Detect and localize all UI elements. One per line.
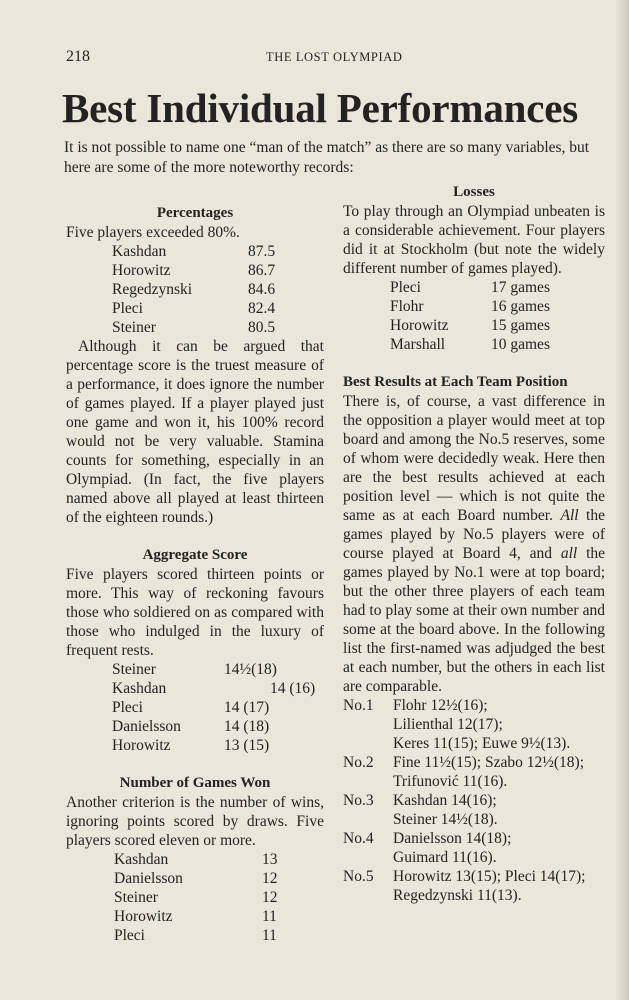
player-name: Pleci (114, 927, 145, 944)
team-position-heading: Best Results at Each Team Position (343, 374, 568, 390)
percentages-lead: Five players exceeded 80%. (66, 224, 240, 241)
position-line: Trifunović 11(16). (393, 773, 508, 790)
losses-table (343, 278, 605, 354)
player-value: 13 (15) (224, 737, 270, 754)
losses-lead: To play through an Olympiad unbeaten is a considerable achievement. Four players did it at Stockholm (but note the widely different number of games played). (343, 203, 605, 277)
player-value: 86.7 (248, 262, 276, 279)
table-row (66, 679, 324, 698)
position-line: Regedzynski 11(13). (393, 887, 522, 904)
table-row (343, 278, 605, 297)
player-name: Horowitz (112, 737, 171, 754)
position-line: Flohr 12½(16); (393, 697, 488, 714)
position-line: Kashdan 14(16); (393, 792, 497, 809)
losses-heading: Losses (453, 184, 495, 200)
player-name: Flohr (390, 298, 424, 315)
player-value: 16 games (491, 298, 550, 315)
table-row (343, 335, 605, 354)
team-position-text: the games played by No.1 were at top board; but the other three players of each team had to play some at their own number and some at the board above. In the following list the first-named was adjudged the best at each number, but the others in each list are comparable. (343, 545, 606, 695)
player-value: 84.6 (248, 281, 276, 298)
player-name: Pleci (112, 300, 143, 317)
player-value: 10 games (491, 336, 550, 353)
player-value: 11 (262, 908, 277, 925)
position-line: Fine 11½(15); Szabo 12½(18); (393, 754, 584, 771)
table-row (66, 926, 324, 945)
table-row (66, 242, 324, 261)
player-value: 17 games (491, 279, 550, 296)
page-number: 218 (66, 48, 90, 65)
position-line: Danielsson 14(18); (393, 830, 512, 847)
position-line: Steiner 14½(18). (393, 811, 498, 828)
team-position-list (343, 696, 605, 905)
games-won-heading: Number of Games Won (119, 775, 271, 791)
page-header (66, 48, 596, 70)
player-name: Pleci (390, 279, 421, 296)
player-name: Horowitz (390, 317, 449, 334)
table-row (66, 850, 324, 869)
running-head: THE LOST OLYMPIAD (266, 50, 403, 64)
team-position-text: There is, of course, a vast difference in the opposition a player would meet at top board and among the No.5 reserves, some of whom were decidedly weak. Here then are the best results achieved at each position level — which is not quite the same as at each Board number. (343, 393, 605, 524)
list-item (343, 791, 605, 829)
right-column (343, 183, 605, 905)
list-item (343, 867, 605, 905)
table-row (66, 907, 324, 926)
player-name: Steiner (112, 661, 156, 678)
position-label: No.2 (343, 754, 374, 771)
player-name: Kashdan (112, 243, 167, 260)
player-value: 12 (262, 870, 278, 887)
position-line: Guimard 11(16). (393, 849, 497, 866)
player-value: 13 (262, 851, 278, 868)
team-position-text: the games played by No.5 players were of course played at Board 4, and (343, 507, 605, 562)
table-row (66, 280, 324, 299)
player-value: 12 (262, 889, 278, 906)
table-row (66, 717, 324, 736)
player-name: Horowitz (112, 262, 171, 279)
player-name: Steiner (112, 319, 156, 336)
list-item (343, 696, 605, 753)
player-name: Steiner (114, 889, 158, 906)
percentages-table (66, 242, 324, 337)
percentages-body: Although it can be argued that percentage score is the truest measure of a performance, it does ignore the number of games played. If a player played just one game and won it, his 100% record would not be very valuable. Stamina counts for something, especially in an Olympiad. (In fact, the five players named above all played at least thirteen of the eighteen rounds.) (66, 338, 324, 526)
position-label: No.1 (343, 697, 374, 714)
table-row (343, 316, 605, 335)
table-row (343, 297, 605, 316)
percentages-heading: Percentages (156, 205, 234, 221)
player-value: 80.5 (248, 319, 276, 336)
list-item (343, 753, 605, 791)
table-row (66, 869, 324, 888)
position-label: No.3 (343, 792, 374, 809)
player-value: 14 (18) (224, 718, 270, 735)
player-value: 87.5 (248, 243, 276, 260)
position-line: Keres 11(15); Euwe 9½(13). (393, 735, 571, 752)
player-name: Danielsson (114, 870, 183, 887)
games-won-table (66, 850, 324, 945)
aggregate-heading: Aggregate Score (142, 547, 248, 563)
team-position-emphasis: all (560, 545, 578, 562)
player-value: 15 games (491, 317, 550, 334)
table-row (66, 888, 324, 907)
position-label: No.5 (343, 868, 374, 885)
games-won-lead: Another criterion is the number of wins, ignoring points scored by draws. Five players scored eleven or more. (66, 794, 324, 849)
player-name: Kashdan (114, 851, 169, 868)
position-line: Horowitz 13(15); Pleci 14(17); (393, 868, 586, 885)
player-value: 82.4 (248, 300, 276, 317)
table-row (66, 736, 324, 755)
table-row (66, 698, 324, 717)
position-line: Lilienthal 12(17); (393, 716, 503, 733)
team-position-emphasis: All (560, 507, 579, 524)
player-value: 11 (262, 927, 277, 944)
player-value: 14 (17) (224, 699, 270, 716)
player-name: Pleci (112, 699, 143, 716)
player-name: Marshall (390, 336, 446, 353)
player-name: Danielsson (112, 718, 181, 735)
player-value: 14½(18) (224, 661, 277, 678)
table-row (66, 261, 324, 280)
player-value: 14 (16) (270, 680, 316, 697)
player-name: Horowitz (114, 908, 173, 925)
list-item (343, 829, 605, 867)
table-row (66, 299, 324, 318)
team-position-body (343, 392, 605, 696)
player-name: Kashdan (112, 680, 167, 697)
table-row (66, 660, 324, 679)
page-edge-shadow (615, 0, 629, 1000)
aggregate-lead: Five players scored thirteen points or more. This way of reckoning favours those who soldiered on as compared with those who indulged in the luxury of frequent rests. (66, 566, 324, 659)
aggregate-table (66, 660, 324, 755)
player-name: Regedzynski (112, 281, 193, 298)
page-title: Best Individual Performances (62, 85, 578, 131)
left-column (66, 204, 324, 945)
intro-paragraph: It is not possible to name one “man of the match” as there are so many variables, but here are some of the more noteworthy records: (64, 139, 590, 176)
position-label: No.4 (343, 830, 374, 847)
table-row (66, 318, 324, 337)
